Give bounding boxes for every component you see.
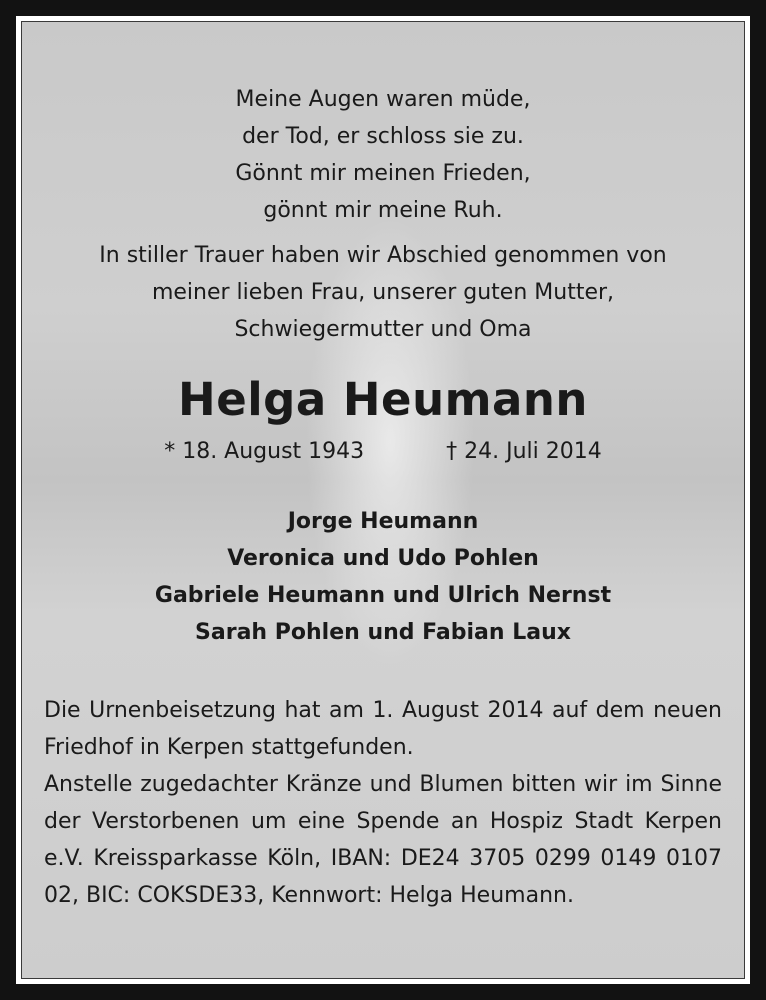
mourner-name: Sarah Pohlen und Fabian Laux xyxy=(195,620,571,645)
poem-line: Gönnt mir meinen Frieden, xyxy=(235,161,531,186)
life-dates xyxy=(22,437,744,467)
burial-paragraph: Die Urnenbeisetzung hat am 1. August 2014 auf dem neuen Friedhof in Kerpen stattgefunden. xyxy=(44,698,722,760)
poem-line: gönnt mir meine Ruh. xyxy=(263,198,503,223)
poem-line: der Tod, er schloss sie zu. xyxy=(242,124,524,149)
donation-paragraph: Anstelle zugedachter Kränze und Blumen bitten wir im Sinne der Verstorbenen um eine Spende an Hospiz Stadt Kerpen e.V. Kreissparkasse Köln, IBAN: DE24 3705 0299 0149 0107 02, BIC: COKSDE33, Kennwort: Helga Heumann. xyxy=(44,772,722,908)
intro-text xyxy=(22,237,744,348)
intro-line: Schwiegermutter und Oma xyxy=(234,317,532,342)
mourner-name: Jorge Heumann xyxy=(287,509,479,534)
mourner-name: Gabriele Heumann und Ulrich Nernst xyxy=(154,583,612,608)
poem-line: Meine Augen waren müde, xyxy=(235,87,531,112)
poem-verse xyxy=(22,81,744,229)
intro-line: In stiller Trauer haben wir Abschied genommen von xyxy=(99,243,667,268)
death-date: † 24. Juli 2014 xyxy=(446,439,602,464)
mourners-list xyxy=(22,503,744,651)
birth-date: * 18. August 1943 xyxy=(164,439,365,464)
deceased-name: Helga Heumann xyxy=(178,373,588,426)
burial-notice xyxy=(44,692,722,914)
obituary-panel xyxy=(21,21,745,979)
intro-line: meiner lieben Frau, unserer guten Mutter, xyxy=(151,280,615,305)
mourner-name: Veronica und Udo Pohlen xyxy=(227,546,539,571)
